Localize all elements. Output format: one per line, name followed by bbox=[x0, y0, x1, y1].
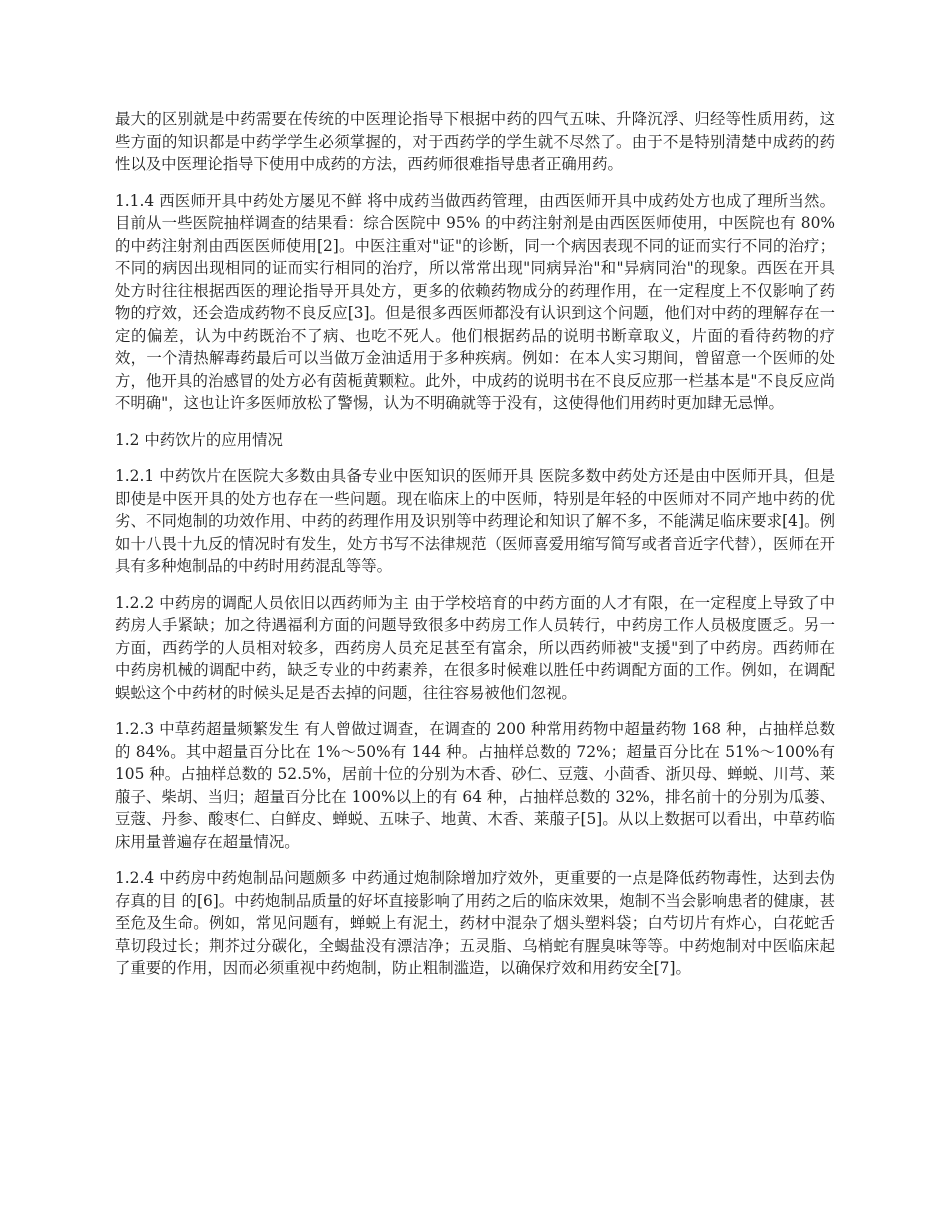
document-body bbox=[115, 108, 835, 994]
paragraph-1-2-4: 1.2.4 中药房中药炮制品问题颇多 中药通过炮制除增加疗效外，更重要的一点是降低药物毒性，达到去伪存真的目 的[6]。中药炮制品质量的好坏直接影响了用药之后的临床效果，炮制不当会影响患者的健康，甚至危及生命。例如，常见问题有，蝉蜕上有泥土，药材中混杂了烟头塑料袋；白芍切片有炸心，白花蛇舌草切段过长；荆芥过分碳化，全蝎盐没有漂洁净；五灵脂、乌梢蛇有腥臭味等等。中药炮制对中医临床起了重要的作用，因而必须重视中药炮制，防止粗制滥造，以确保疗效和用药安全[7]。 bbox=[115, 869, 835, 977]
paragraph-1-2-1: 1.2.1 中药饮片在医院大多数由具备专业中医知识的医师开具 医院多数中药处方还是由中医师开具，但是即使是中医开具的处方也存在一些问题。现在临床上的中医师，特别是年轻的中医师对不同产地中药的优劣、不同炮制的功效作用、中药的药理作用及识别等中药理论和知识了解不多，不能满足临床要求[4]。例如十八畏十九反的情况时有发生，处方书写不法律规范（医师喜爱用缩写简写或者音近字代替），医师在开具有多种炮制品的中药时用药混乱等等。 bbox=[115, 467, 835, 575]
paragraph-1-2-2: 1.2.2 中药房的调配人员依旧以西药师为主 由于学校培育的中药方面的人才有限，在一定程度上导致了中药房人手紧缺；加之待遇福利方面的问题导致很多中药房工作人员转行，中药房工作人员极度匮乏。另一方面，西药学的人员相对较多，西药房人员充足甚至有富余，所以西药师被"支援"到了中药房。西药师在中药房机械的调配中药，缺乏专业的中药素养，在很多时候难以胜任中药调配方面的工作。例如，在调配蜈蚣这个中药材的时候头足是否去掉的问题，往往容易被他们忽视。 bbox=[115, 593, 835, 702]
paragraph-1-2-3: 1.2.3 中草药超量频繁发生 有人曾做过调查，在调查的 200 种常用药物中超量药物 168 种，占抽样总数的 84%。其中超量百分比在 1%～50%有 144 种。占抽样总数的 72%；超量百分比在 51%～100%有 105 种。占抽样总数的 52.5%，居前十位的分别为木香、砂仁、豆蔻、小茴香、浙贝母、蝉蜕、川芎、莱菔子、柴胡、当归；超量百分比在 100%以上的有 64 种，占抽样总数的 32%，排名前十的分别为瓜蒌、豆蔻、丹参、酸枣仁、白鲜皮、蝉蜕、五味子、地黄、木香、莱菔子[5]。从以上数据可以看出，中草药临床用量普遍存在超量情况。 bbox=[115, 720, 835, 851]
paragraph-1-1-4: 1.1.4 西医师开具中药处方屡见不鲜 将中成药当做西药管理，由西医师开具中成药处方也成了理所当然。目前从一些医院抽样调查的结果看：综合医院中 95% 的中药注射剂是由西医医师使用，中医院也有 80% 的中药注射剂由西医医师使用[2]。中医注重对"证"的诊断，同一个病因表现不同的证而实行不同的治疗；不同的病因出现相同的证而实行相同的治疗，所以常常出现"同病异治"和"异病同治"的现象。西医在开具处方时往往根据西医的理论指导开具处方，更多的依赖药物成分的药理作用，在一定程度上不仅影响了药物的疗效，还会造成药物不良反应[3]。但是很多西医师都没有认识到这个问题，他们对中药的理解存在一定的偏差，认为中药既治不了病、也吃不死人。他们根据药品的说明书断章取义，片面的看待药物的疗效，一个清热解毒药最后可以当做万金油适用于多种疾病。例如：在本人实习期间，曾留意一个医师的处方，他开具的治感冒的处方必有茵栀黄颗粒。此外，中成药的说明书在不良反应那一栏基本是"不良反应尚不明确"，这也让许多医师放松了警惕，认为不明确就等于没有，这使得他们用药时更加肆无忌惮。 bbox=[115, 191, 835, 412]
paragraph-intro: 最大的区别就是中药需要在传统的中医理论指导下根据中药的四气五味、升降沉浮、归经等性质用药，这些方面的知识都是中药学学生必须掌握的，对于西药学的学生就不尽然了。由于不是特别清楚中成药的药性以及中医理论指导下使用中成药的方法，西药师很难指导患者正确用药。 bbox=[115, 110, 835, 173]
section-heading-1-2: 1.2 中药饮片的应用情况 bbox=[115, 430, 283, 449]
